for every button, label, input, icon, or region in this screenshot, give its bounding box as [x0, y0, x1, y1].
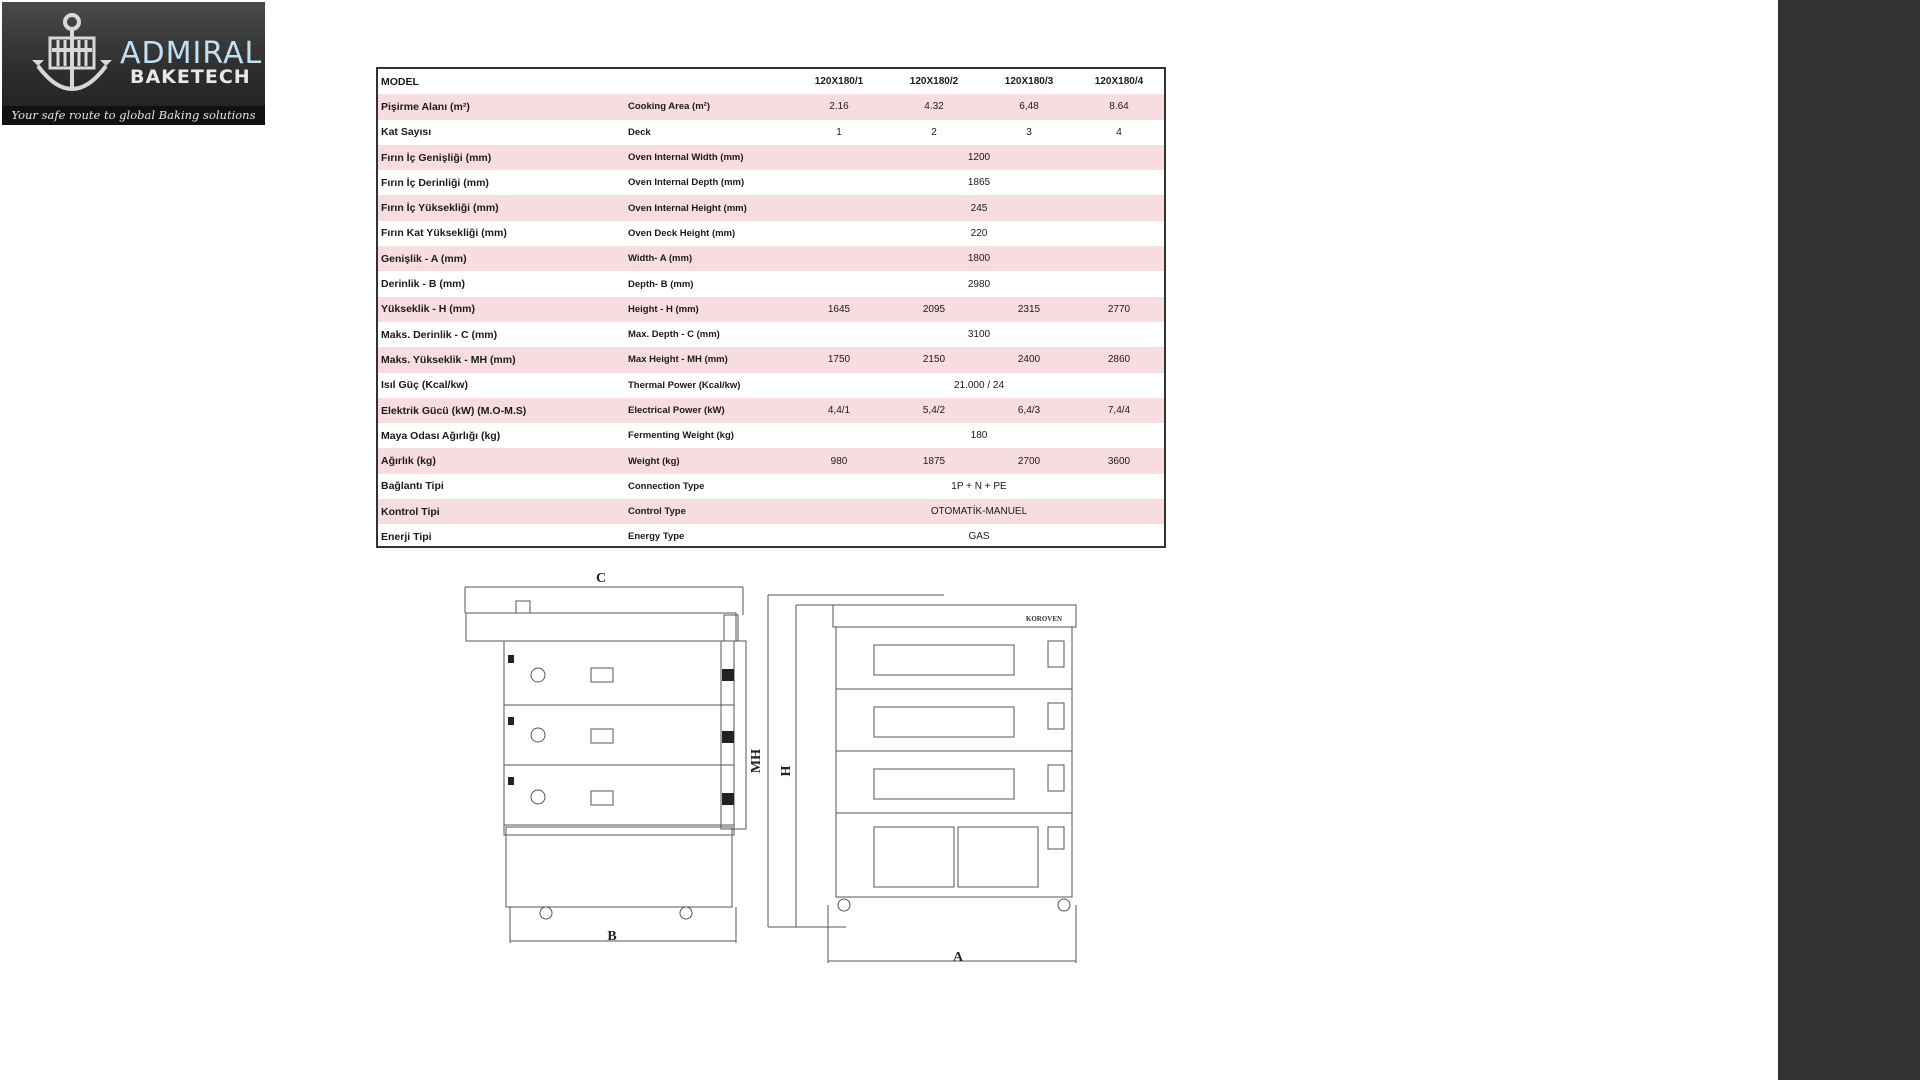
spec-label-tr: Pişirme Alanı (m²) [378, 94, 628, 119]
spec-value: 8.64 [1074, 94, 1164, 119]
table-row [378, 322, 1164, 347]
table-row [378, 170, 1164, 195]
spec-label-en: Thermal Power (Kcal/kw) [628, 379, 741, 391]
spec-label-en: Depth- B (mm) [628, 278, 694, 290]
spec-value: 4,4/1 [794, 398, 884, 423]
anchor-emblem-icon [24, 10, 124, 106]
spec-value: 220 [970, 227, 988, 239]
table-row [378, 474, 1164, 499]
table-header-row [378, 69, 1164, 94]
table-row [378, 195, 1164, 220]
right-side-panel [1778, 0, 1920, 1080]
spec-label-en: Connection Type [628, 480, 705, 492]
spec-label-en: Deck [628, 126, 651, 138]
spec-label-tr: Maya Odası Ağırlığı (kg) [381, 429, 501, 442]
oven-technical-drawing [376, 565, 1171, 975]
oven-brand-plate: KOROVEN [1025, 615, 1063, 623]
spec-value: 180 [970, 430, 988, 442]
spec-value: 2315 [984, 297, 1074, 322]
table-row [378, 423, 1164, 448]
spec-label-tr: Ağırlık (kg) [378, 448, 628, 473]
spec-value: 4 [1116, 126, 1122, 138]
dimension-label-b: B [607, 929, 617, 944]
table-row [378, 297, 1164, 322]
spec-label-en: Control Type [628, 499, 794, 524]
table-row [378, 448, 1164, 473]
table-row [378, 347, 1164, 372]
table-row [378, 271, 1164, 296]
spec-value: 2400 [984, 347, 1074, 372]
spec-label-tr: Isıl Güç (Kcal/kw) [381, 379, 468, 392]
model-header-label: MODEL [381, 75, 419, 88]
spec-value: 1875 [884, 448, 984, 473]
model-header: 120X180/4 [1094, 76, 1144, 88]
spec-value: 3600 [1074, 448, 1164, 473]
spec-label-tr: Yükseklik - H (mm) [378, 297, 628, 322]
spec-value: 1800 [794, 246, 1164, 271]
spec-value: GAS [968, 531, 990, 543]
spec-value: 1645 [794, 297, 884, 322]
spec-label-tr: Fırın İç Yüksekliği (mm) [378, 195, 628, 220]
table-row [378, 373, 1164, 398]
spec-value: 2770 [1074, 297, 1164, 322]
spec-value: 3 [1026, 126, 1032, 138]
spec-label-en: Width- A (mm) [628, 246, 794, 271]
table-row [378, 398, 1164, 423]
spec-label-tr: Bağlantı Tipi [381, 480, 444, 493]
spec-value: OTOMATİK-MANUEL [794, 499, 1164, 524]
logo-brand-subname: BAKETECH [130, 66, 251, 88]
spec-label-tr: Fırın Kat Yüksekliği (mm) [381, 227, 507, 240]
spec-value: 3100 [967, 329, 991, 341]
spec-label-tr: Fırın İç Genişliği (mm) [378, 145, 628, 170]
logo-brand-name: ADMIRAL [120, 36, 263, 71]
logo-tagline: Your safe route to global Baking solutions [2, 106, 265, 125]
spec-value: 6,4/3 [984, 398, 1074, 423]
dimension-label-c: C [595, 571, 607, 586]
spec-label-tr: Kontrol Tipi [378, 499, 628, 524]
spec-label-en: Oven Internal Width (mm) [628, 145, 794, 170]
spec-label-en: Fermenting Weight (kg) [628, 430, 734, 442]
model-header: 120X180/1 [814, 76, 864, 88]
spec-label-tr: Derinlik - B (mm) [381, 278, 466, 291]
spec-value: 2980 [967, 278, 991, 290]
dimension-label-mh: MH [749, 748, 764, 774]
spec-value: 2700 [984, 448, 1074, 473]
spec-label-en: Max Height - MH (mm) [628, 347, 794, 372]
table-row [378, 524, 1164, 549]
spec-value: 21.000 / 24 [953, 379, 1005, 391]
model-header: 120X180/3 [1004, 76, 1054, 88]
spec-label-en: Weight (kg) [628, 448, 794, 473]
spec-value: 1 [836, 126, 842, 138]
table-row [378, 246, 1164, 271]
spec-label-en: Oven Deck Height (mm) [628, 227, 736, 239]
spec-label-en: Electrical Power (kW) [628, 398, 794, 423]
table-row [378, 120, 1164, 145]
spec-label-tr: Fırın İç Derinliği (mm) [381, 176, 489, 189]
table-row [378, 94, 1164, 119]
spec-value: 1200 [794, 145, 1164, 170]
table-row [378, 221, 1164, 246]
admiral-baketech-logo[interactable] [2, 2, 265, 125]
spec-value: 1P + N + PE [951, 480, 1007, 492]
spec-label-tr: Maks. Derinlik - C (mm) [381, 328, 498, 341]
spec-label-en: Cooking Area (m²) [628, 94, 794, 119]
spec-label-tr: Maks. Yükseklik - MH (mm) [378, 347, 628, 372]
spec-value: 5,4/2 [884, 398, 984, 423]
spec-value: 1750 [794, 347, 884, 372]
spec-value: 2 [931, 126, 937, 138]
spec-value: 2150 [884, 347, 984, 372]
spec-label-en: Height - H (mm) [628, 297, 794, 322]
spec-label-en: Energy Type [628, 531, 685, 543]
spec-value: 7,4/4 [1074, 398, 1164, 423]
spec-label-tr: Genişlik - A (mm) [378, 246, 628, 271]
spec-label-tr: Kat Sayısı [381, 126, 432, 139]
spec-label-en: Oven Internal Height (mm) [628, 195, 794, 220]
spec-value: 4.32 [884, 94, 984, 119]
specification-table [376, 67, 1166, 548]
spec-value: 980 [794, 448, 884, 473]
spec-label-tr: Elektrik Gücü (kW) (M.O-M.S) [378, 398, 628, 423]
spec-value: 2.16 [794, 94, 884, 119]
spec-value: 245 [794, 195, 1164, 220]
spec-label-en: Oven Internal Depth (mm) [628, 177, 745, 189]
spec-value: 2095 [884, 297, 984, 322]
dimension-label-a: A [952, 950, 964, 965]
table-row [378, 499, 1164, 524]
dimension-label-h: H [779, 765, 794, 777]
spec-label-en: Max. Depth - C (mm) [628, 329, 720, 341]
spec-value: 1865 [967, 177, 991, 189]
table-row [378, 145, 1164, 170]
spec-value: 6,48 [984, 94, 1074, 119]
model-header: 120X180/2 [909, 76, 959, 88]
spec-label-tr: Enerji Tipi [381, 530, 432, 543]
spec-value: 2860 [1074, 347, 1164, 372]
